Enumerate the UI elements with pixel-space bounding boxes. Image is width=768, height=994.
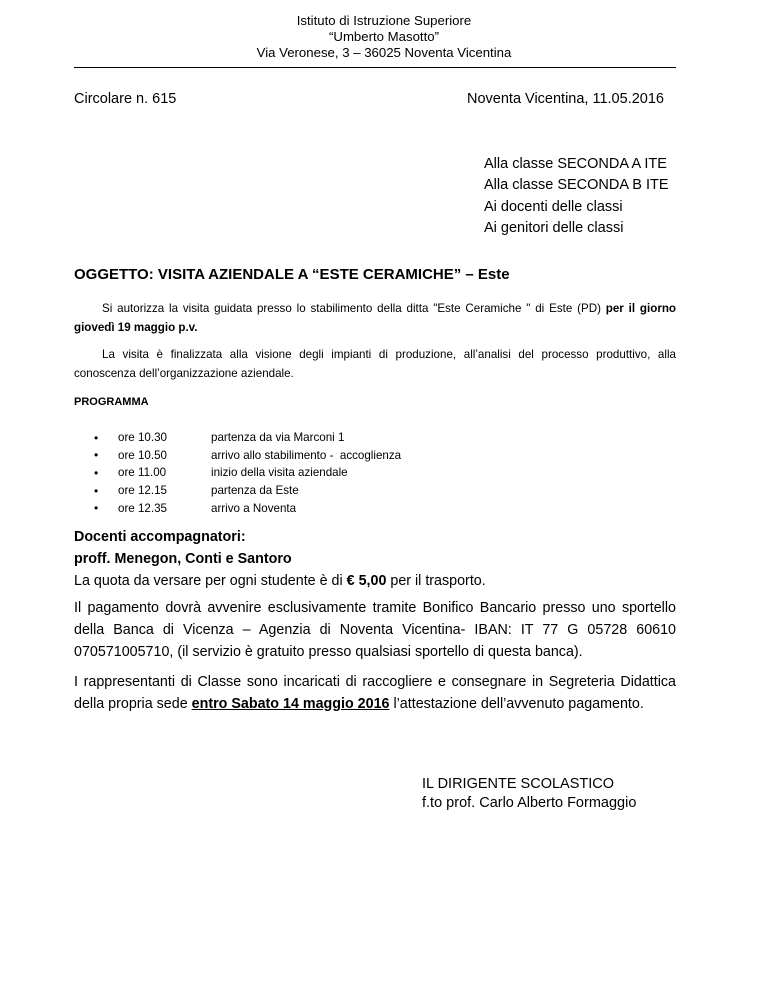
circular-number: Circolare n. 615 [74, 91, 177, 107]
fee-line [74, 570, 676, 592]
authorization-paragraph [74, 300, 676, 337]
representatives-text: I rappresentanti di Classe sono incaricati di raccogliere e consegnare in Segreteria Didattica della propria sede [74, 674, 676, 712]
authorization-text: Si autorizza la visita guidata presso lo stabilimento della ditta "Este Ceramiche " di Este (PD) [102, 302, 606, 315]
letterhead [0, 13, 768, 61]
recipient: Ai genitori delle classi [484, 219, 624, 236]
bullet-icon: • [94, 448, 99, 463]
program-description: arrivo allo stabilimento - accoglienza [211, 448, 402, 462]
representatives-tail: l’attestazione dell’avvenuto pagamento. [389, 696, 644, 712]
bullet-icon: • [94, 430, 99, 445]
program-description: inizio della visita aziendale [211, 466, 348, 480]
school-name: “Umberto Masotto” [329, 29, 439, 44]
list-item [94, 464, 401, 482]
bullet-icon: • [94, 483, 99, 498]
teachers-names: proff. Menegon, Conti e Santoro [74, 551, 292, 567]
program-description: partenza da via Marconi 1 [211, 431, 345, 445]
teachers-title: Docenti accompagnatori: [74, 529, 246, 545]
program-time: ore 10.30 [118, 431, 167, 445]
program-title: PROGRAMMA [74, 396, 149, 408]
fee-tail: per il trasporto. [386, 573, 486, 589]
program-list [94, 429, 401, 517]
recipient: Alla classe SECONDA A ITE [484, 156, 667, 172]
program-time: ore 12.15 [118, 484, 167, 498]
school-type: Istituto di Istruzione Superiore [296, 13, 472, 28]
payment-deadline: entro Sabato 14 maggio 2016 [191, 696, 390, 712]
fee-text: La quota da versare per ogni studente è di [74, 573, 347, 589]
bullet-icon: • [94, 465, 99, 480]
payment-paragraph: Il pagamento dovrà avvenire esclusivamente tramite Bonifico Bancario presso uno sportello della Banca di Vicenza – Agenzia di Noventa Vicentina- IBAN: IT 77 G 05728 60610 070571005710, (il servizio è gratuito presso qualsiasi sportello di questa banca). [74, 600, 676, 660]
purpose-text: La visita è finalizzata alla visione degli impianti di produzione, all’analisi del processo produttivo, alla conoscenza dell’organizzazione aziendale. [74, 348, 676, 380]
recipients-list [484, 154, 669, 239]
program-time: ore 10.50 [118, 448, 167, 462]
list-item [94, 429, 401, 447]
program-description: partenza da Este [211, 484, 299, 498]
header-divider [74, 67, 676, 68]
fee-amount: € 5,00 [346, 573, 387, 589]
list-item [94, 499, 401, 517]
list-item [94, 482, 401, 500]
program-description: arrivo a Noventa [211, 501, 297, 515]
purpose-paragraph [74, 346, 676, 383]
bullet-icon: • [94, 501, 99, 516]
list-item [94, 447, 401, 465]
program-time: ore 11.00 [118, 466, 167, 480]
subject-line: OGGETTO: VISITA AZIENDALE A “ESTE CERAMICHE” – Este [74, 266, 510, 283]
recipient: Alla classe SECONDA B ITE [484, 177, 669, 194]
place-date: Noventa Vicentina, 11.05.2016 [467, 91, 664, 107]
signature-name: f.to prof. Carlo Alberto Formaggio [422, 795, 637, 812]
visit-date: per il giorno giovedì 19 maggio p.v. [74, 302, 676, 334]
teachers-section [74, 526, 676, 592]
recipient: Ai docenti delle classi [484, 198, 623, 215]
signature-role: IL DIRIGENTE SCOLASTICO [422, 776, 615, 792]
signature-block [422, 775, 636, 814]
program-time: ore 12.35 [118, 501, 167, 515]
school-address: Via Veronese, 3 – 36025 Noventa Vicentina [256, 45, 512, 60]
representatives-paragraph [74, 671, 676, 715]
